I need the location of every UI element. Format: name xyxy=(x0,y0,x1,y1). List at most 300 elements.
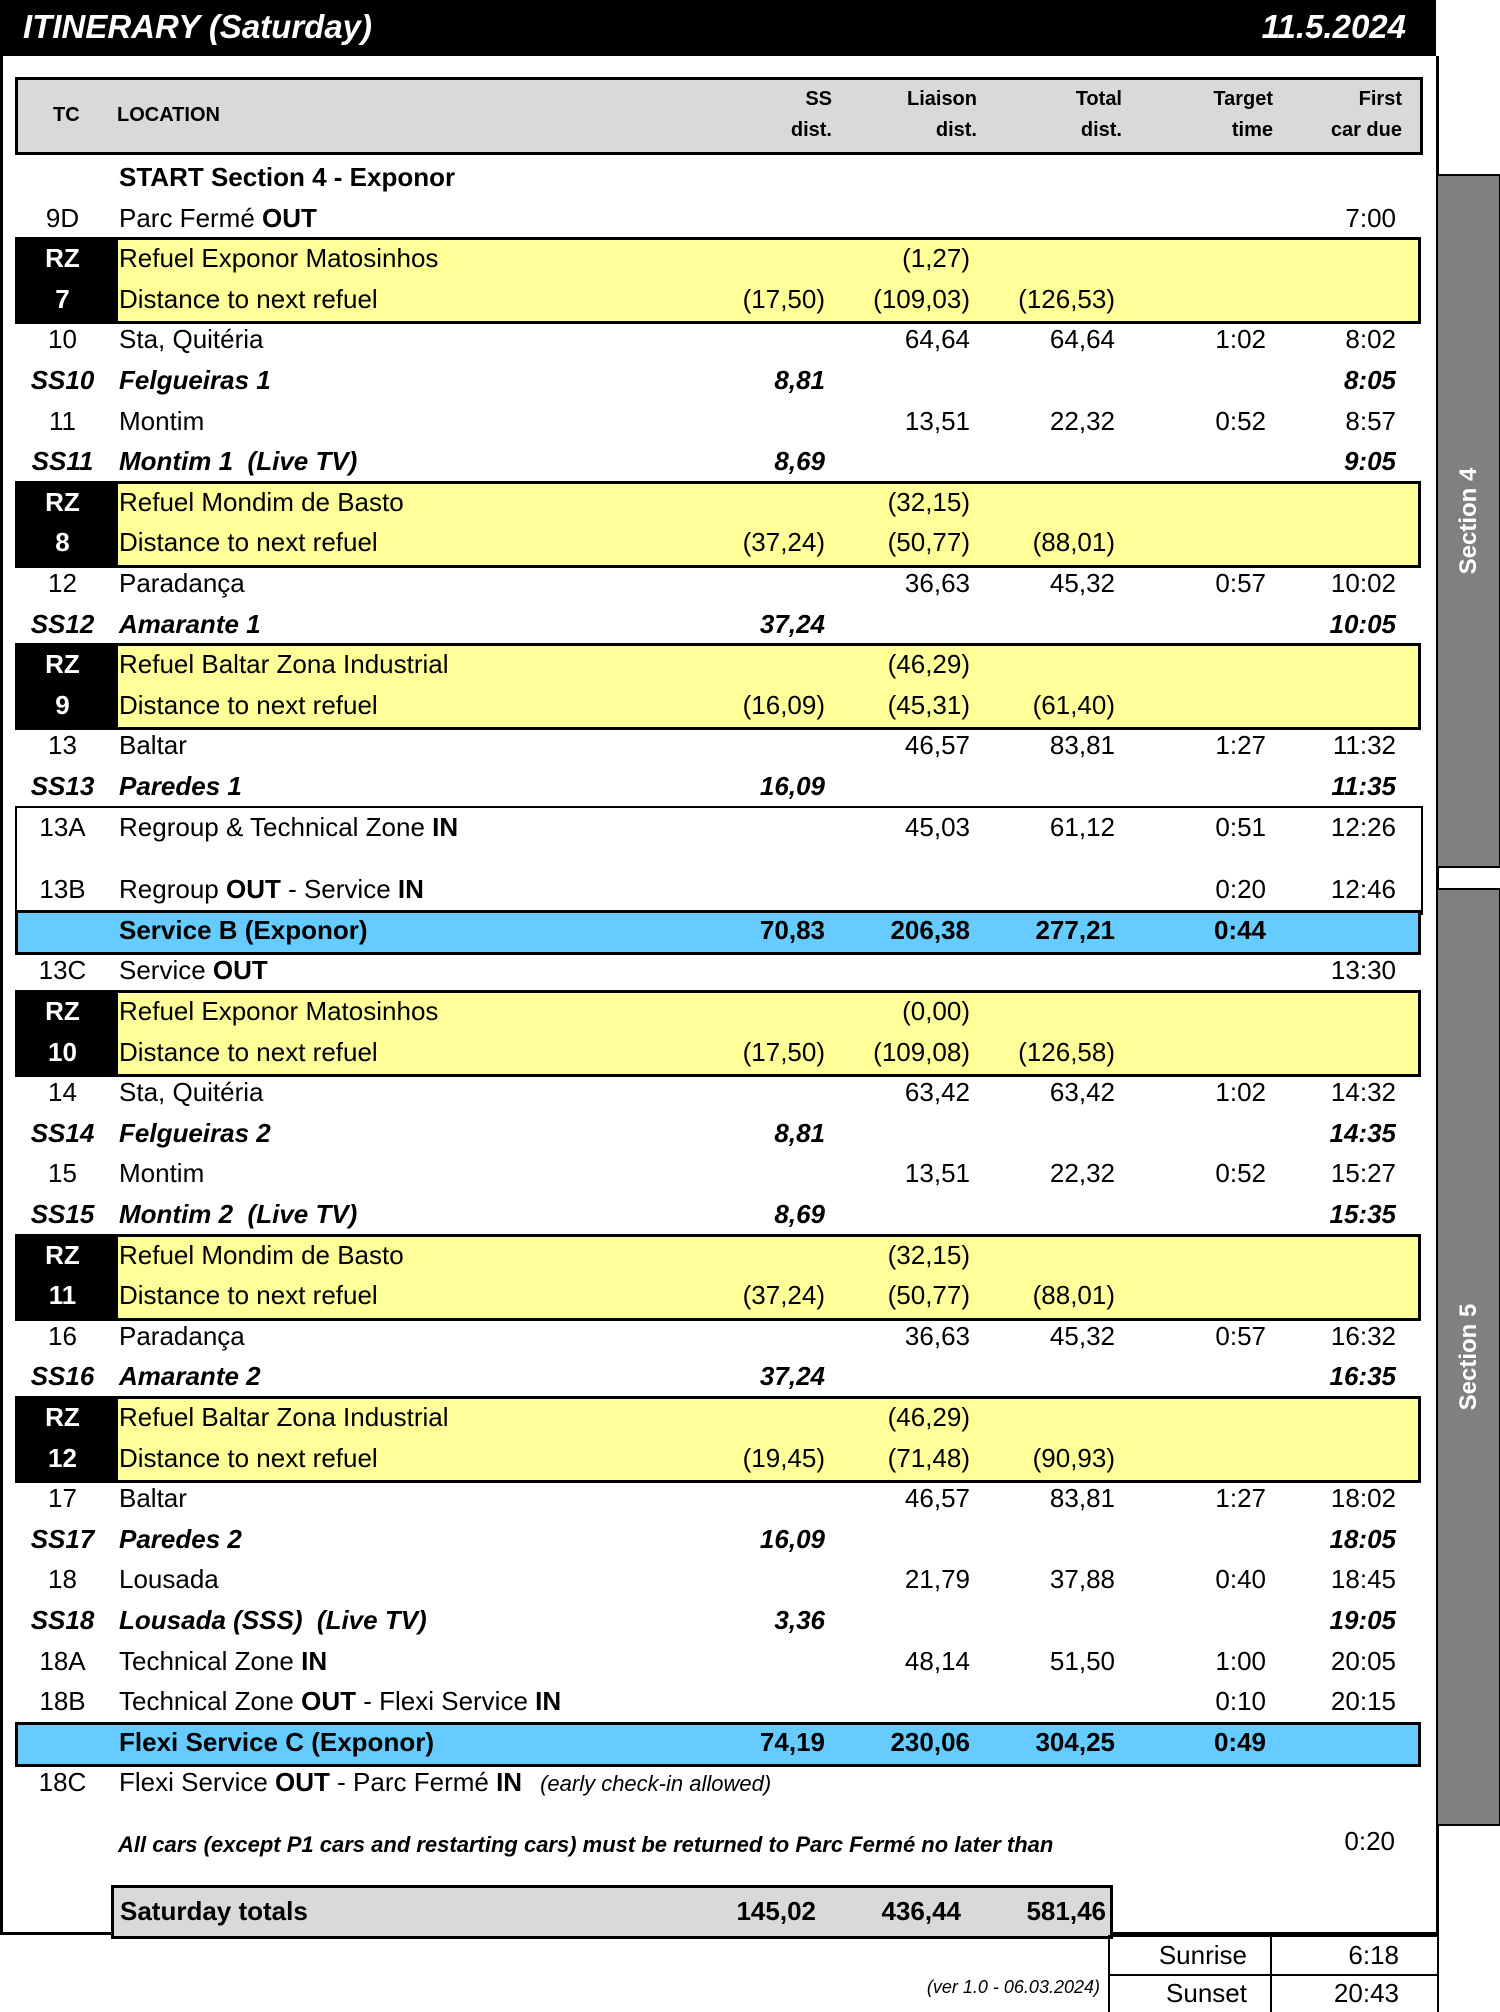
col-target-2: time xyxy=(1231,119,1273,141)
table-row xyxy=(15,563,1423,604)
row-ss-dist: (17,50) xyxy=(742,1036,825,1067)
row-first-car: 13:30 xyxy=(1330,955,1396,986)
row-location-part: Parc Fermé xyxy=(119,202,263,233)
row-location xyxy=(119,1722,434,1762)
row-tc: SS18 xyxy=(30,1605,95,1635)
table-row xyxy=(15,1438,1423,1479)
sun-table xyxy=(1108,1935,1439,2012)
row-tc: 14 xyxy=(48,1077,77,1108)
table-row xyxy=(15,1681,1423,1722)
table-row xyxy=(15,1235,1423,1276)
row-liaison-dist: (32,15) xyxy=(887,486,970,517)
col-ss-2: dist. xyxy=(790,119,832,141)
row-location xyxy=(119,1153,204,1193)
row-target-time: 1:27 xyxy=(1215,730,1266,761)
column-header xyxy=(15,77,1423,155)
row-first-car: 16:32 xyxy=(1330,1320,1396,1351)
row-tc: 18A xyxy=(39,1645,86,1676)
row-location-part: Technical Zone xyxy=(119,1686,302,1717)
row-location xyxy=(119,1762,771,1804)
row-location-part: - Flexi Service xyxy=(356,1686,536,1717)
row-location xyxy=(119,238,438,278)
row-liaison-dist: 45,03 xyxy=(904,811,970,842)
row-tc: 9D xyxy=(45,202,80,233)
row-first-car: 15:27 xyxy=(1330,1158,1396,1189)
row-location-part: IN xyxy=(496,1767,523,1798)
row-liaison-dist: 13,51 xyxy=(904,1158,970,1189)
row-location-part: Felgueiras 2 xyxy=(119,1117,271,1148)
row-location-part: - Parc Fermé xyxy=(329,1767,497,1798)
row-first-car: 20:05 xyxy=(1330,1645,1396,1676)
row-location xyxy=(119,563,245,603)
row-liaison-dist: (109,08) xyxy=(873,1036,970,1067)
row-location-part: Refuel Exponor Matosinhos xyxy=(119,996,439,1026)
table-row xyxy=(15,157,1423,198)
row-location xyxy=(119,685,378,725)
row-first-car: 18:02 xyxy=(1330,1483,1396,1514)
row-first-car: 18:45 xyxy=(1330,1564,1396,1595)
table-row xyxy=(15,644,1423,685)
row-location-part: Technical Zone xyxy=(119,1645,302,1676)
row-location-part: Montim 2 (Live TV) xyxy=(119,1199,358,1229)
row-target-time: 0:57 xyxy=(1215,1320,1266,1351)
row-tc: 18C xyxy=(38,1767,87,1798)
row-first-car: 12:26 xyxy=(1330,811,1396,842)
row-location xyxy=(119,482,404,522)
row-location-part: Regroup & Technical Zone xyxy=(119,811,433,842)
table-row xyxy=(15,950,1423,991)
row-location-part: IN xyxy=(535,1686,562,1717)
row-total-dist: 45,32 xyxy=(1049,568,1115,598)
row-liaison-dist: (45,31) xyxy=(887,689,970,720)
row-liaison-dist: (0,00) xyxy=(902,996,970,1026)
col-location: LOCATION xyxy=(117,104,220,126)
sunrise-label: Sunrise xyxy=(1158,1940,1247,1970)
row-first-car: 8:02 xyxy=(1345,324,1396,355)
col-tc: TC xyxy=(53,104,80,126)
row-liaison-dist: 13,51 xyxy=(904,405,970,436)
section-5-tab xyxy=(1436,888,1500,1826)
totals-total: 581,46 xyxy=(1026,1896,1106,1926)
section-5-label: Section 5 xyxy=(1454,1303,1482,1411)
row-location-part: Lousada (SSS) (Live TV) xyxy=(119,1605,427,1635)
section-4-label: Section 4 xyxy=(1454,467,1482,575)
row-target-time: 1:02 xyxy=(1215,324,1266,355)
table-row xyxy=(15,910,1423,951)
row-total-dist: 83,81 xyxy=(1049,730,1115,761)
table-row xyxy=(15,1113,1423,1154)
row-ss-dist: 8,81 xyxy=(774,1117,825,1148)
row-first-car: 16:35 xyxy=(1329,1361,1396,1392)
row-location xyxy=(119,950,268,990)
row-location-part: Refuel Exponor Matosinhos xyxy=(119,243,439,274)
row-location-part: Flexi Service C (Exponor) xyxy=(119,1726,434,1757)
row-tc: 13C xyxy=(38,955,87,986)
row-tc: 10 xyxy=(48,324,77,355)
row-total-dist: 63,42 xyxy=(1049,1077,1115,1108)
col-liaison-2: dist. xyxy=(935,119,977,141)
table-row xyxy=(15,1519,1423,1560)
table-row xyxy=(15,1478,1423,1519)
row-ss-dist: (19,45) xyxy=(742,1442,825,1473)
row-tc: 11 xyxy=(49,405,76,436)
row-liaison-dist: 230,06 xyxy=(890,1726,970,1757)
totals-label: Saturday totals xyxy=(120,1896,308,1926)
table-row xyxy=(15,1275,1423,1316)
row-liaison-dist: 206,38 xyxy=(890,914,970,945)
row-liaison-dist: 63,42 xyxy=(904,1077,970,1108)
row-ss-dist: (16,09) xyxy=(742,689,825,720)
row-tc: 15 xyxy=(48,1158,77,1189)
row-liaison-dist: (71,48) xyxy=(887,1442,970,1473)
row-ss-dist: (37,24) xyxy=(742,1280,825,1311)
row-first-car: 19:05 xyxy=(1329,1605,1396,1635)
row-location xyxy=(119,766,242,806)
row-tc: SS14 xyxy=(30,1117,95,1148)
table-row xyxy=(15,360,1423,401)
row-liaison-dist: (1,27) xyxy=(902,243,970,274)
row-tc: RZ xyxy=(45,649,80,680)
table-row xyxy=(15,1153,1423,1194)
table-row xyxy=(15,1072,1423,1113)
row-liaison-dist: (50,77) xyxy=(887,1280,970,1311)
row-location-part: - Service xyxy=(280,874,398,905)
row-location xyxy=(119,869,424,909)
col-ss-1: SS xyxy=(805,88,832,110)
row-location xyxy=(119,1438,378,1478)
row-location-part: Montim xyxy=(119,1158,205,1189)
row-liaison-dist: 46,57 xyxy=(904,730,970,761)
row-first-car: 8:57 xyxy=(1345,405,1396,436)
table-row xyxy=(15,319,1423,360)
table-row xyxy=(15,1641,1423,1682)
row-tc: 12 xyxy=(48,568,77,598)
version-label: (ver 1.0 - 06.03.2024) xyxy=(926,1977,1100,1997)
row-first-car: 20:15 xyxy=(1330,1686,1396,1717)
row-tc: 9 xyxy=(55,689,70,720)
row-location xyxy=(119,198,317,238)
page-title: ITINERARY (Saturday) xyxy=(23,8,373,45)
row-location xyxy=(119,1275,378,1315)
row-tc: 18B xyxy=(39,1686,86,1717)
row-liaison-dist: (46,29) xyxy=(887,649,970,680)
row-target-time: 0:49 xyxy=(1213,1726,1266,1757)
row-location-part: OUT xyxy=(301,1686,356,1717)
row-target-time: 0:40 xyxy=(1215,1564,1266,1595)
row-total-dist: (126,58) xyxy=(1018,1036,1115,1067)
row-target-time: 0:52 xyxy=(1215,1158,1266,1189)
col-first-2: car due xyxy=(1330,119,1402,141)
table-row xyxy=(15,1762,1423,1803)
table-row xyxy=(15,869,1423,910)
row-tc: 7 xyxy=(55,283,70,314)
row-tc: SS13 xyxy=(30,771,95,801)
table-row xyxy=(15,991,1423,1032)
row-tc: RZ xyxy=(45,243,80,274)
table-row xyxy=(15,725,1423,766)
row-target-time: 1:02 xyxy=(1215,1077,1266,1108)
table-row xyxy=(15,1032,1423,1073)
row-total-dist: 64,64 xyxy=(1049,324,1115,355)
row-location-part: Distance to next refuel xyxy=(119,1036,378,1067)
row-tc: RZ xyxy=(45,996,80,1026)
col-first-1: First xyxy=(1358,88,1402,110)
totals-ss: 145,02 xyxy=(736,1896,816,1926)
row-target-time: 0:51 xyxy=(1215,811,1266,842)
row-location-part: OUT xyxy=(275,1767,330,1798)
row-location-part: IN xyxy=(432,811,459,842)
row-location-part: Amarante 1 xyxy=(119,608,261,639)
row-total-dist: (88,01) xyxy=(1032,527,1115,558)
row-liaison-dist: 48,14 xyxy=(904,1645,970,1676)
table-row xyxy=(15,1194,1423,1235)
row-total-dist: 37,88 xyxy=(1049,1564,1115,1595)
row-target-time: 1:27 xyxy=(1215,1483,1266,1514)
table-row xyxy=(15,766,1423,807)
row-total-dist: 45,32 xyxy=(1049,1320,1115,1351)
row-location xyxy=(119,157,455,197)
row-location-part: Distance to next refuel xyxy=(119,1442,378,1473)
row-first-car: 14:32 xyxy=(1330,1077,1396,1108)
row-total-dist: (61,40) xyxy=(1032,689,1115,720)
row-location-part: Paredes 2 xyxy=(119,1523,242,1554)
parc-ferme-note: All cars (except P1 cars and restarting cars) must be returned to Parc Fermé no later than xyxy=(118,1832,1054,1857)
row-location xyxy=(119,1235,404,1275)
row-liaison-dist: 36,63 xyxy=(904,568,970,598)
row-target-time: 0:10 xyxy=(1215,1686,1266,1717)
row-ss-dist: 74,19 xyxy=(759,1726,825,1757)
row-total-dist: 22,32 xyxy=(1049,1158,1115,1189)
row-location xyxy=(119,1194,357,1234)
row-location-part: Paradança xyxy=(119,568,245,598)
row-location-part: Service xyxy=(119,955,213,986)
row-location-part: Flexi Service xyxy=(119,1767,276,1798)
row-liaison-dist: 21,79 xyxy=(904,1564,970,1595)
row-location-note: (early check-in allowed) xyxy=(540,1771,772,1797)
row-first-car: 7:00 xyxy=(1345,202,1396,233)
row-tc: RZ xyxy=(45,1239,80,1270)
row-tc: 13A xyxy=(39,811,86,842)
row-tc: SS11 xyxy=(31,446,94,477)
row-location xyxy=(119,319,264,359)
row-ss-dist: 16,09 xyxy=(759,771,825,801)
row-tc: SS16 xyxy=(30,1361,95,1392)
row-target-time: 0:44 xyxy=(1213,914,1266,945)
row-location xyxy=(119,522,378,562)
row-target-time: 1:00 xyxy=(1215,1645,1266,1676)
row-location xyxy=(119,279,378,319)
saturday-totals xyxy=(111,1885,1113,1939)
row-tc: 11 xyxy=(48,1280,77,1311)
row-first-car: 15:35 xyxy=(1329,1199,1396,1229)
row-tc: 13B xyxy=(39,874,86,905)
row-location-part: Refuel Mondim de Basto xyxy=(119,1239,404,1270)
row-first-car: 14:35 xyxy=(1329,1117,1396,1148)
row-tc: 8 xyxy=(55,527,70,558)
row-location xyxy=(119,1681,561,1721)
row-liaison-dist: (32,15) xyxy=(887,1239,970,1270)
row-location-part: Montim xyxy=(119,405,205,436)
row-location-part: Paredes 1 xyxy=(119,771,242,801)
row-location xyxy=(119,441,357,481)
col-target-1: Target xyxy=(1213,88,1273,110)
row-location-part: Distance to next refuel xyxy=(119,689,378,720)
row-ss-dist: (37,24) xyxy=(742,527,825,558)
row-location-part: Distance to next refuel xyxy=(119,527,378,558)
row-ss-dist: 70,83 xyxy=(759,914,825,945)
table-row xyxy=(15,238,1423,279)
row-total-dist: 83,81 xyxy=(1049,1483,1115,1514)
row-ss-dist: (17,50) xyxy=(742,283,825,314)
table-row xyxy=(15,604,1423,645)
row-tc: 12 xyxy=(48,1442,77,1473)
row-ss-dist: 37,24 xyxy=(759,1361,825,1392)
table-row xyxy=(15,807,1423,848)
row-location-part: OUT xyxy=(262,202,317,233)
row-location-part: IN xyxy=(301,1645,328,1676)
col-liaison-1: Liaison xyxy=(906,88,977,110)
sunset-label: Sunset xyxy=(1166,1978,1247,2008)
row-location-part: Amarante 2 xyxy=(119,1361,261,1392)
row-location-part: IN xyxy=(397,874,424,905)
row-ss-dist: 8,69 xyxy=(774,446,825,477)
row-location xyxy=(119,644,449,684)
section-4-tab xyxy=(1436,174,1500,868)
row-location-part: Paradança xyxy=(119,1320,245,1351)
row-location-part: Regroup xyxy=(119,874,226,905)
row-total-dist: 22,32 xyxy=(1049,405,1115,436)
row-location xyxy=(119,807,458,847)
row-location-part: Sta, Quitéria xyxy=(119,324,264,355)
row-location xyxy=(119,360,271,400)
row-location-part: Baltar xyxy=(119,730,187,761)
row-location-part: OUT xyxy=(212,955,268,986)
col-total-1: Total xyxy=(1075,88,1122,110)
row-location xyxy=(119,1600,427,1640)
row-total-dist: (90,93) xyxy=(1032,1442,1115,1473)
table-row xyxy=(15,685,1423,726)
row-location xyxy=(119,1478,187,1518)
row-tc: SS17 xyxy=(30,1523,95,1554)
row-liaison-dist: 46,57 xyxy=(904,1483,970,1514)
row-location-part: Sta, Quitéria xyxy=(119,1077,264,1108)
row-location-part: START Section 4 - Exponor xyxy=(119,162,456,192)
row-target-time: 0:52 xyxy=(1215,405,1266,436)
row-first-car: 12:46 xyxy=(1330,874,1396,905)
row-total-dist: 61,12 xyxy=(1049,811,1115,842)
table-row xyxy=(15,1397,1423,1438)
table-row xyxy=(15,1722,1423,1763)
row-tc: 18 xyxy=(48,1564,77,1595)
row-liaison-dist: (50,77) xyxy=(887,527,970,558)
row-location xyxy=(119,604,261,644)
row-first-car: 9:05 xyxy=(1343,446,1396,477)
row-total-dist: (126,53) xyxy=(1018,283,1115,314)
table-row xyxy=(15,1316,1423,1357)
row-location-part: Refuel Baltar Zona Industrial xyxy=(119,1402,449,1432)
row-location xyxy=(119,1032,378,1072)
row-first-car: 18:05 xyxy=(1329,1523,1396,1554)
sunset-value: 20:43 xyxy=(1333,1978,1399,2008)
table-row xyxy=(15,198,1423,239)
row-location-part: Montim 1 (Live TV) xyxy=(119,446,358,477)
row-location xyxy=(119,1316,245,1356)
row-location-part: OUT xyxy=(225,874,281,905)
row-first-car: 11:35 xyxy=(1331,771,1396,801)
row-tc: SS15 xyxy=(30,1199,95,1229)
row-tc: 17 xyxy=(48,1483,77,1514)
row-ss-dist: 37,24 xyxy=(759,608,825,639)
totals-liaison: 436,44 xyxy=(881,1896,961,1926)
row-total-dist: (88,01) xyxy=(1032,1280,1115,1311)
row-liaison-dist: 36,63 xyxy=(904,1320,970,1351)
row-total-dist: 51,50 xyxy=(1049,1645,1115,1676)
title-bar xyxy=(0,0,1436,56)
parc-ferme-note-value: 0:20 xyxy=(1344,1826,1395,1856)
row-location-part: Baltar xyxy=(119,1483,187,1514)
row-total-dist: 304,25 xyxy=(1035,1726,1115,1757)
row-location xyxy=(119,725,187,765)
row-ss-dist: 16,09 xyxy=(759,1523,825,1554)
table-row xyxy=(15,1600,1423,1641)
row-location xyxy=(119,1559,219,1599)
row-target-time: 0:20 xyxy=(1215,874,1266,905)
table-row xyxy=(15,441,1423,482)
table-row xyxy=(15,522,1423,563)
row-tc: 10 xyxy=(48,1036,77,1067)
row-tc: 13 xyxy=(48,730,77,761)
row-location xyxy=(119,1519,242,1559)
row-location-part: Felgueiras 1 xyxy=(119,365,271,395)
sunrise-value: 6:18 xyxy=(1348,1940,1399,1970)
row-location-part: Distance to next refuel xyxy=(119,283,378,314)
table-row xyxy=(15,401,1423,442)
row-location xyxy=(119,1072,264,1112)
row-location-part: Lousada xyxy=(119,1564,219,1595)
row-location xyxy=(119,991,438,1031)
row-total-dist: 277,21 xyxy=(1035,914,1115,945)
page-date: 11.5.2024 xyxy=(1261,8,1406,45)
col-total-2: dist. xyxy=(1080,119,1122,141)
row-location xyxy=(119,1113,271,1153)
row-first-car: 11:32 xyxy=(1332,730,1396,761)
row-first-car: 10:05 xyxy=(1329,608,1396,639)
row-liaison-dist: (109,03) xyxy=(873,283,970,314)
row-tc: SS12 xyxy=(30,608,95,639)
row-tc: RZ xyxy=(45,1402,80,1432)
row-location xyxy=(119,1356,261,1396)
row-location-part: Refuel Baltar Zona Industrial xyxy=(119,649,449,680)
row-location-part: Service B (Exponor) xyxy=(119,914,368,945)
row-liaison-dist: 64,64 xyxy=(904,324,970,355)
row-liaison-dist: (46,29) xyxy=(887,1402,970,1432)
table-row xyxy=(15,1356,1423,1397)
row-tc: 16 xyxy=(48,1320,77,1351)
row-location-part: Distance to next refuel xyxy=(119,1280,378,1311)
row-location xyxy=(119,1641,327,1681)
row-ss-dist: 3,36 xyxy=(774,1605,825,1635)
row-ss-dist: 8,69 xyxy=(774,1199,825,1229)
row-tc: SS10 xyxy=(30,365,95,395)
row-ss-dist: 8,81 xyxy=(774,365,825,395)
row-first-car: 10:02 xyxy=(1330,568,1396,598)
row-location xyxy=(119,1397,449,1437)
table-row xyxy=(15,1559,1423,1600)
row-location xyxy=(119,401,204,441)
table-row xyxy=(15,482,1423,523)
table-row xyxy=(15,279,1423,320)
row-first-car: 8:05 xyxy=(1343,365,1396,395)
